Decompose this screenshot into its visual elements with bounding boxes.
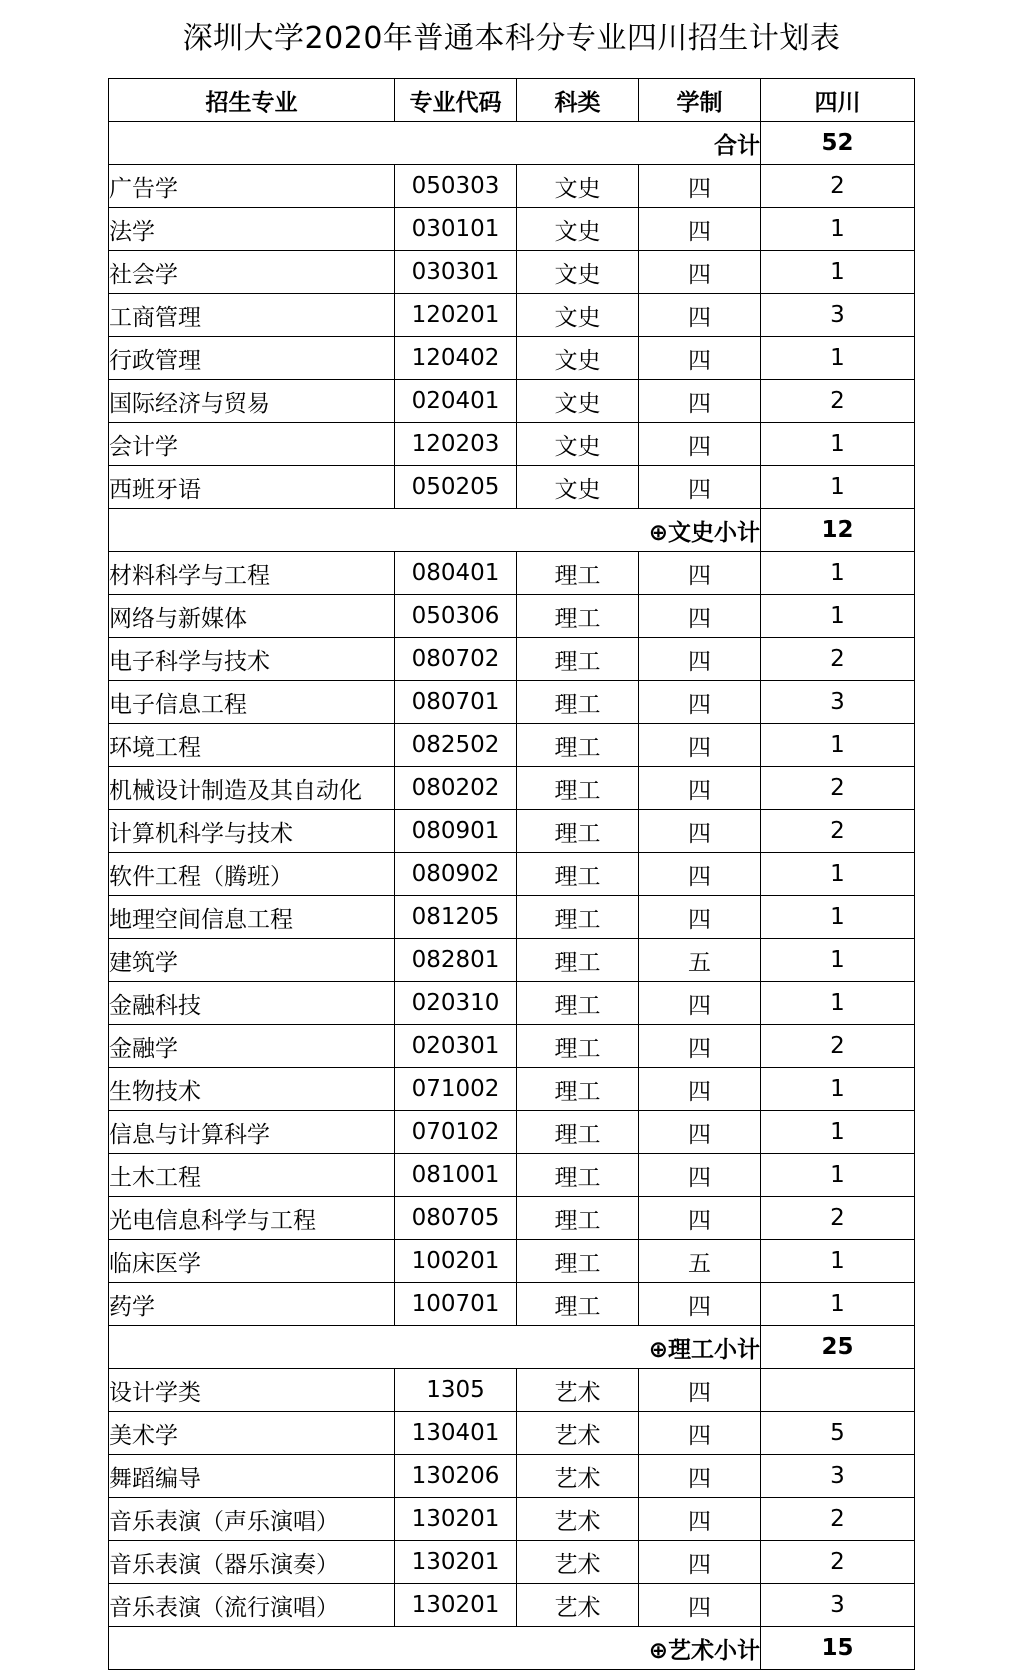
code-cell: 080202 bbox=[395, 767, 517, 810]
sichuan-cell: 2 bbox=[761, 1498, 915, 1541]
table-row bbox=[109, 595, 915, 638]
major-cell: 光电信息科学与工程 bbox=[109, 1197, 395, 1240]
table-row bbox=[109, 337, 915, 380]
code-cell: 120201 bbox=[395, 294, 517, 337]
sichuan-cell: 1 bbox=[761, 552, 915, 595]
category-cell: 艺术 bbox=[517, 1584, 639, 1627]
code-cell: 080702 bbox=[395, 638, 517, 681]
duration-cell: 四 bbox=[639, 1584, 761, 1627]
duration-cell: 四 bbox=[639, 208, 761, 251]
sichuan-cell: 3 bbox=[761, 1584, 915, 1627]
table-row bbox=[109, 1369, 915, 1412]
duration-cell: 四 bbox=[639, 853, 761, 896]
duration-cell: 四 bbox=[639, 896, 761, 939]
major-cell: 材料科学与工程 bbox=[109, 552, 395, 595]
sichuan-cell: 1 bbox=[761, 251, 915, 294]
category-cell: 艺术 bbox=[517, 1412, 639, 1455]
duration-cell: 四 bbox=[639, 1412, 761, 1455]
major-cell: 地理空间信息工程 bbox=[109, 896, 395, 939]
major-cell: 社会学 bbox=[109, 251, 395, 294]
major-cell: 临床医学 bbox=[109, 1240, 395, 1283]
sichuan-cell: 2 bbox=[761, 810, 915, 853]
table-row bbox=[109, 1240, 915, 1283]
code-cell: 081001 bbox=[395, 1154, 517, 1197]
code-cell: 100201 bbox=[395, 1240, 517, 1283]
duration-cell: 四 bbox=[639, 1197, 761, 1240]
code-cell: 130401 bbox=[395, 1412, 517, 1455]
major-cell: 音乐表演（器乐演奏） bbox=[109, 1541, 395, 1584]
subtotal-value: 15 bbox=[761, 1627, 915, 1670]
table-row bbox=[109, 251, 915, 294]
major-cell: 计算机科学与技术 bbox=[109, 810, 395, 853]
category-cell: 艺术 bbox=[517, 1498, 639, 1541]
category-cell: 文史 bbox=[517, 380, 639, 423]
major-cell: 金融学 bbox=[109, 1025, 395, 1068]
sichuan-cell: 3 bbox=[761, 681, 915, 724]
duration-cell: 四 bbox=[639, 724, 761, 767]
sichuan-cell: 1 bbox=[761, 1240, 915, 1283]
table-row bbox=[109, 1498, 915, 1541]
duration-cell: 四 bbox=[639, 337, 761, 380]
sichuan-cell: 2 bbox=[761, 1025, 915, 1068]
code-cell: 020401 bbox=[395, 380, 517, 423]
code-cell: 080705 bbox=[395, 1197, 517, 1240]
duration-cell: 四 bbox=[639, 1498, 761, 1541]
code-cell: 100701 bbox=[395, 1283, 517, 1326]
duration-cell: 四 bbox=[639, 1154, 761, 1197]
category-cell: 理工 bbox=[517, 767, 639, 810]
code-cell: 080901 bbox=[395, 810, 517, 853]
table-row bbox=[109, 681, 915, 724]
duration-cell: 四 bbox=[639, 1455, 761, 1498]
code-cell: 030101 bbox=[395, 208, 517, 251]
code-cell: 130201 bbox=[395, 1584, 517, 1627]
table-row bbox=[109, 853, 915, 896]
category-cell: 理工 bbox=[517, 1283, 639, 1326]
category-cell: 理工 bbox=[517, 939, 639, 982]
major-cell: 电子信息工程 bbox=[109, 681, 395, 724]
table-row bbox=[109, 1154, 915, 1197]
table-body bbox=[109, 122, 915, 1670]
code-cell: 050303 bbox=[395, 165, 517, 208]
code-cell: 082801 bbox=[395, 939, 517, 982]
code-cell: 030301 bbox=[395, 251, 517, 294]
table-row bbox=[109, 380, 915, 423]
major-cell: 建筑学 bbox=[109, 939, 395, 982]
code-cell: 080401 bbox=[395, 552, 517, 595]
code-cell: 1305 bbox=[395, 1369, 517, 1412]
table-row bbox=[109, 724, 915, 767]
sichuan-cell bbox=[761, 1369, 915, 1412]
major-cell: 西班牙语 bbox=[109, 466, 395, 509]
major-cell: 电子科学与技术 bbox=[109, 638, 395, 681]
duration-cell: 四 bbox=[639, 423, 761, 466]
category-cell: 文史 bbox=[517, 208, 639, 251]
major-cell: 网络与新媒体 bbox=[109, 595, 395, 638]
major-cell: 金融科技 bbox=[109, 982, 395, 1025]
sichuan-cell: 2 bbox=[761, 1197, 915, 1240]
category-cell: 理工 bbox=[517, 724, 639, 767]
code-cell: 130201 bbox=[395, 1541, 517, 1584]
sichuan-cell: 1 bbox=[761, 423, 915, 466]
category-cell: 文史 bbox=[517, 165, 639, 208]
major-cell: 设计学类 bbox=[109, 1369, 395, 1412]
major-cell: 工商管理 bbox=[109, 294, 395, 337]
duration-cell: 四 bbox=[639, 982, 761, 1025]
sichuan-cell: 1 bbox=[761, 853, 915, 896]
table-row bbox=[109, 982, 915, 1025]
subtotal-label: ⊕理工小计 bbox=[109, 1326, 761, 1369]
duration-cell: 四 bbox=[639, 466, 761, 509]
category-cell: 文史 bbox=[517, 337, 639, 380]
major-cell: 法学 bbox=[109, 208, 395, 251]
page-title: 深圳大学2020年普通本科分专业四川招生计划表 bbox=[182, 21, 841, 56]
header-duration: 学制 bbox=[639, 79, 761, 122]
subtotal-label: ⊕文史小计 bbox=[109, 509, 761, 552]
header-sichuan: 四川 bbox=[761, 79, 915, 122]
sichuan-cell: 1 bbox=[761, 1283, 915, 1326]
major-cell: 行政管理 bbox=[109, 337, 395, 380]
major-cell: 环境工程 bbox=[109, 724, 395, 767]
category-cell: 理工 bbox=[517, 1111, 639, 1154]
major-cell: 国际经济与贸易 bbox=[109, 380, 395, 423]
table-row bbox=[109, 208, 915, 251]
header-major: 招生专业 bbox=[109, 79, 395, 122]
sichuan-cell: 5 bbox=[761, 1412, 915, 1455]
table-row bbox=[109, 896, 915, 939]
duration-cell: 四 bbox=[639, 1283, 761, 1326]
total-value: 52 bbox=[761, 122, 915, 165]
category-cell: 理工 bbox=[517, 896, 639, 939]
category-cell: 理工 bbox=[517, 982, 639, 1025]
category-cell: 理工 bbox=[517, 1068, 639, 1111]
code-cell: 050205 bbox=[395, 466, 517, 509]
duration-cell: 四 bbox=[639, 595, 761, 638]
major-cell: 广告学 bbox=[109, 165, 395, 208]
category-cell: 艺术 bbox=[517, 1455, 639, 1498]
duration-cell: 四 bbox=[639, 767, 761, 810]
major-cell: 音乐表演（声乐演唱） bbox=[109, 1498, 395, 1541]
code-cell: 120203 bbox=[395, 423, 517, 466]
enrollment-plan-table bbox=[108, 78, 915, 1670]
sichuan-cell: 1 bbox=[761, 337, 915, 380]
major-cell: 药学 bbox=[109, 1283, 395, 1326]
major-cell: 美术学 bbox=[109, 1412, 395, 1455]
sichuan-cell: 1 bbox=[761, 896, 915, 939]
table-row bbox=[109, 294, 915, 337]
duration-cell: 四 bbox=[639, 552, 761, 595]
category-cell: 理工 bbox=[517, 1154, 639, 1197]
duration-cell: 五 bbox=[639, 1240, 761, 1283]
major-cell: 软件工程（腾班） bbox=[109, 853, 395, 896]
table-row bbox=[109, 810, 915, 853]
subtotal-row bbox=[109, 1326, 915, 1369]
table-row bbox=[109, 1455, 915, 1498]
major-cell: 音乐表演（流行演唱） bbox=[109, 1584, 395, 1627]
duration-cell: 四 bbox=[639, 638, 761, 681]
total-row bbox=[109, 122, 915, 165]
category-cell: 理工 bbox=[517, 1197, 639, 1240]
duration-cell: 四 bbox=[639, 165, 761, 208]
code-cell: 020301 bbox=[395, 1025, 517, 1068]
sichuan-cell: 1 bbox=[761, 1154, 915, 1197]
category-cell: 艺术 bbox=[517, 1369, 639, 1412]
table-row bbox=[109, 1068, 915, 1111]
sichuan-cell: 2 bbox=[761, 767, 915, 810]
category-cell: 文史 bbox=[517, 466, 639, 509]
category-cell: 理工 bbox=[517, 1240, 639, 1283]
duration-cell: 四 bbox=[639, 810, 761, 853]
category-cell: 理工 bbox=[517, 681, 639, 724]
major-cell: 生物技术 bbox=[109, 1068, 395, 1111]
sichuan-cell: 1 bbox=[761, 595, 915, 638]
sichuan-cell: 1 bbox=[761, 466, 915, 509]
sichuan-cell: 2 bbox=[761, 380, 915, 423]
duration-cell: 四 bbox=[639, 681, 761, 724]
table-row bbox=[109, 638, 915, 681]
major-cell: 机械设计制造及其自动化 bbox=[109, 767, 395, 810]
code-cell: 080902 bbox=[395, 853, 517, 896]
table-row bbox=[109, 1197, 915, 1240]
sichuan-cell: 1 bbox=[761, 1111, 915, 1154]
table-row bbox=[109, 466, 915, 509]
major-cell: 信息与计算科学 bbox=[109, 1111, 395, 1154]
sichuan-cell: 3 bbox=[761, 294, 915, 337]
category-cell: 文史 bbox=[517, 251, 639, 294]
sichuan-cell: 1 bbox=[761, 939, 915, 982]
category-cell: 艺术 bbox=[517, 1541, 639, 1584]
category-cell: 理工 bbox=[517, 853, 639, 896]
sichuan-cell: 1 bbox=[761, 1068, 915, 1111]
table-row bbox=[109, 939, 915, 982]
table-row bbox=[109, 1111, 915, 1154]
duration-cell: 四 bbox=[639, 380, 761, 423]
sichuan-cell: 2 bbox=[761, 638, 915, 681]
code-cell: 082502 bbox=[395, 724, 517, 767]
major-cell: 舞蹈编导 bbox=[109, 1455, 395, 1498]
table-header-row bbox=[109, 79, 915, 122]
major-cell: 土木工程 bbox=[109, 1154, 395, 1197]
duration-cell: 五 bbox=[639, 939, 761, 982]
duration-cell: 四 bbox=[639, 1369, 761, 1412]
duration-cell: 四 bbox=[639, 1025, 761, 1068]
sichuan-cell: 1 bbox=[761, 208, 915, 251]
code-cell: 020310 bbox=[395, 982, 517, 1025]
table-row bbox=[109, 767, 915, 810]
code-cell: 050306 bbox=[395, 595, 517, 638]
category-cell: 理工 bbox=[517, 552, 639, 595]
code-cell: 081205 bbox=[395, 896, 517, 939]
table-row bbox=[109, 1283, 915, 1326]
category-cell: 理工 bbox=[517, 595, 639, 638]
sichuan-cell: 3 bbox=[761, 1455, 915, 1498]
category-cell: 文史 bbox=[517, 423, 639, 466]
category-cell: 文史 bbox=[517, 294, 639, 337]
table-row bbox=[109, 552, 915, 595]
duration-cell: 四 bbox=[639, 1068, 761, 1111]
code-cell: 130201 bbox=[395, 1498, 517, 1541]
subtotal-value: 25 bbox=[761, 1326, 915, 1369]
table-row bbox=[109, 165, 915, 208]
code-cell: 080701 bbox=[395, 681, 517, 724]
header-code: 专业代码 bbox=[395, 79, 517, 122]
category-cell: 理工 bbox=[517, 1025, 639, 1068]
code-cell: 120402 bbox=[395, 337, 517, 380]
subtotal-row bbox=[109, 509, 915, 552]
table-row bbox=[109, 423, 915, 466]
total-label: 合计 bbox=[109, 122, 761, 165]
duration-cell: 四 bbox=[639, 294, 761, 337]
duration-cell: 四 bbox=[639, 1111, 761, 1154]
table-row bbox=[109, 1541, 915, 1584]
code-cell: 071002 bbox=[395, 1068, 517, 1111]
subtotal-label: ⊕艺术小计 bbox=[109, 1627, 761, 1670]
sichuan-cell: 1 bbox=[761, 982, 915, 1025]
header-category: 科类 bbox=[517, 79, 639, 122]
code-cell: 070102 bbox=[395, 1111, 517, 1154]
major-cell: 会计学 bbox=[109, 423, 395, 466]
sichuan-cell: 2 bbox=[761, 1541, 915, 1584]
table-row bbox=[109, 1025, 915, 1068]
category-cell: 理工 bbox=[517, 810, 639, 853]
code-cell: 130206 bbox=[395, 1455, 517, 1498]
duration-cell: 四 bbox=[639, 251, 761, 294]
category-cell: 理工 bbox=[517, 638, 639, 681]
subtotal-value: 12 bbox=[761, 509, 915, 552]
table-row bbox=[109, 1412, 915, 1455]
duration-cell: 四 bbox=[639, 1541, 761, 1584]
table-row bbox=[109, 1584, 915, 1627]
sichuan-cell: 1 bbox=[761, 724, 915, 767]
sichuan-cell: 2 bbox=[761, 165, 915, 208]
